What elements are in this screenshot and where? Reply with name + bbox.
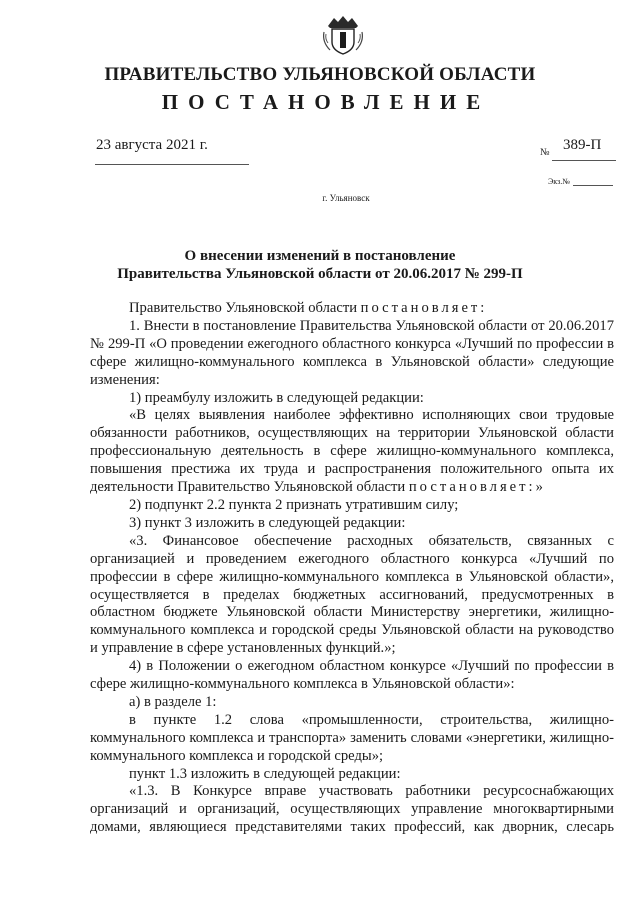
copy-number-underline (573, 185, 613, 186)
preamble-text: «В целях выявления наиболее эффективно исполняющих свои трудовые обязанности работников, осуществляющих на территории Ульяновской области профессиональную деятельность в сфере жилищно-коммунального комплекса, повышения престижа их труда и распространения положительного опыта их деятельности Правительство Ульяновской области (90, 407, 614, 496)
document-type: ПОСТАНОВЛЕНИЕ (161, 90, 491, 114)
paragraph-8: а) в разделе 1: (129, 693, 217, 710)
paragraph-9: в пункте 1.2 слова «промышленности, строительства, жилищно-коммунального комплекса и транспорта» заменить словами «энергетики, жилищно-коммунального комплекса и городской среды»; (90, 711, 614, 764)
coat-of-arms-icon (320, 12, 366, 58)
paragraph-1: 1. Внести в постановление Правительства Ульяновской области от 20.06.2017 № 299-П «О проведении ежегодного областного конкурса «Лучший по профессии в сфере жилищно-коммунального комплекса в Ульяновской области» следующие изменения: (90, 317, 614, 388)
city: г. Ульяновск (322, 193, 370, 203)
paragraph-7: 4) в Положении о ежегодном областном конкурсе «Лучший по профессии в сфере жилищно-коммунального комплекса в Ульяновской области»: (90, 658, 614, 693)
paragraph-3 (90, 407, 614, 497)
document-body (90, 300, 614, 837)
government-name: ПРАВИТЕЛЬСТВО УЛЬЯНОВСКОЙ ОБЛАСТИ (104, 64, 536, 85)
paragraph-11: «1.3. В Конкурсе вправе участвовать работники ресурсоснабжающих организаций и организаций, осуществляющих управление многоквартирными домами, являющиеся представителями таких профессий, как дворник, слесарь (90, 783, 614, 836)
copy-number-label: Экз.№ (548, 177, 570, 186)
paragraph-6: «3. Финансовое обеспечение расходных обязательств, связанных с организацией и проведением ежегодного областного конкурса «Лучший по профессии в сфере жилищно-коммунального комплекса в Ульяновской области», осуществляется в пределах бюджетных ассигнований, предусмотренных в областном бюджете Ульяновской области Министерству энергетики, жилищно-коммунального комплекса и городской среды Ульяновской области на руководство и управление в сфере установленных функций.»; (90, 532, 614, 657)
document-date: 23 августа 2021 г. (96, 137, 208, 153)
title-line-2: Правительства Ульяновской области от 20.06.2017 № 299-П (117, 266, 523, 282)
number-underline (552, 160, 616, 161)
paragraph-intro (90, 300, 614, 318)
document-number: 389-П (563, 137, 602, 153)
paragraph-10: пункт 1.3 изложить в следующей редакции: (129, 765, 401, 782)
paragraph-5: 3) пункт 3 изложить в следующей редакции: (129, 514, 406, 531)
title-line-1: О внесении изменений в постановление (184, 248, 456, 264)
intro-verb: постановляет: (360, 300, 488, 316)
preamble-verb: постановляет:» (408, 479, 546, 496)
number-label: № (540, 147, 550, 158)
paragraph-4: 2) подпункт 2.2 пункта 2 признать утратившим силу; (129, 496, 459, 513)
coat-of-arms-graphic (320, 12, 366, 58)
document-title (0, 247, 640, 283)
paragraph-2: 1) преамбулу изложить в следующей редакции: (129, 389, 424, 406)
intro-text: Правительство Ульяновской области (129, 300, 358, 316)
date-underline (95, 164, 249, 165)
